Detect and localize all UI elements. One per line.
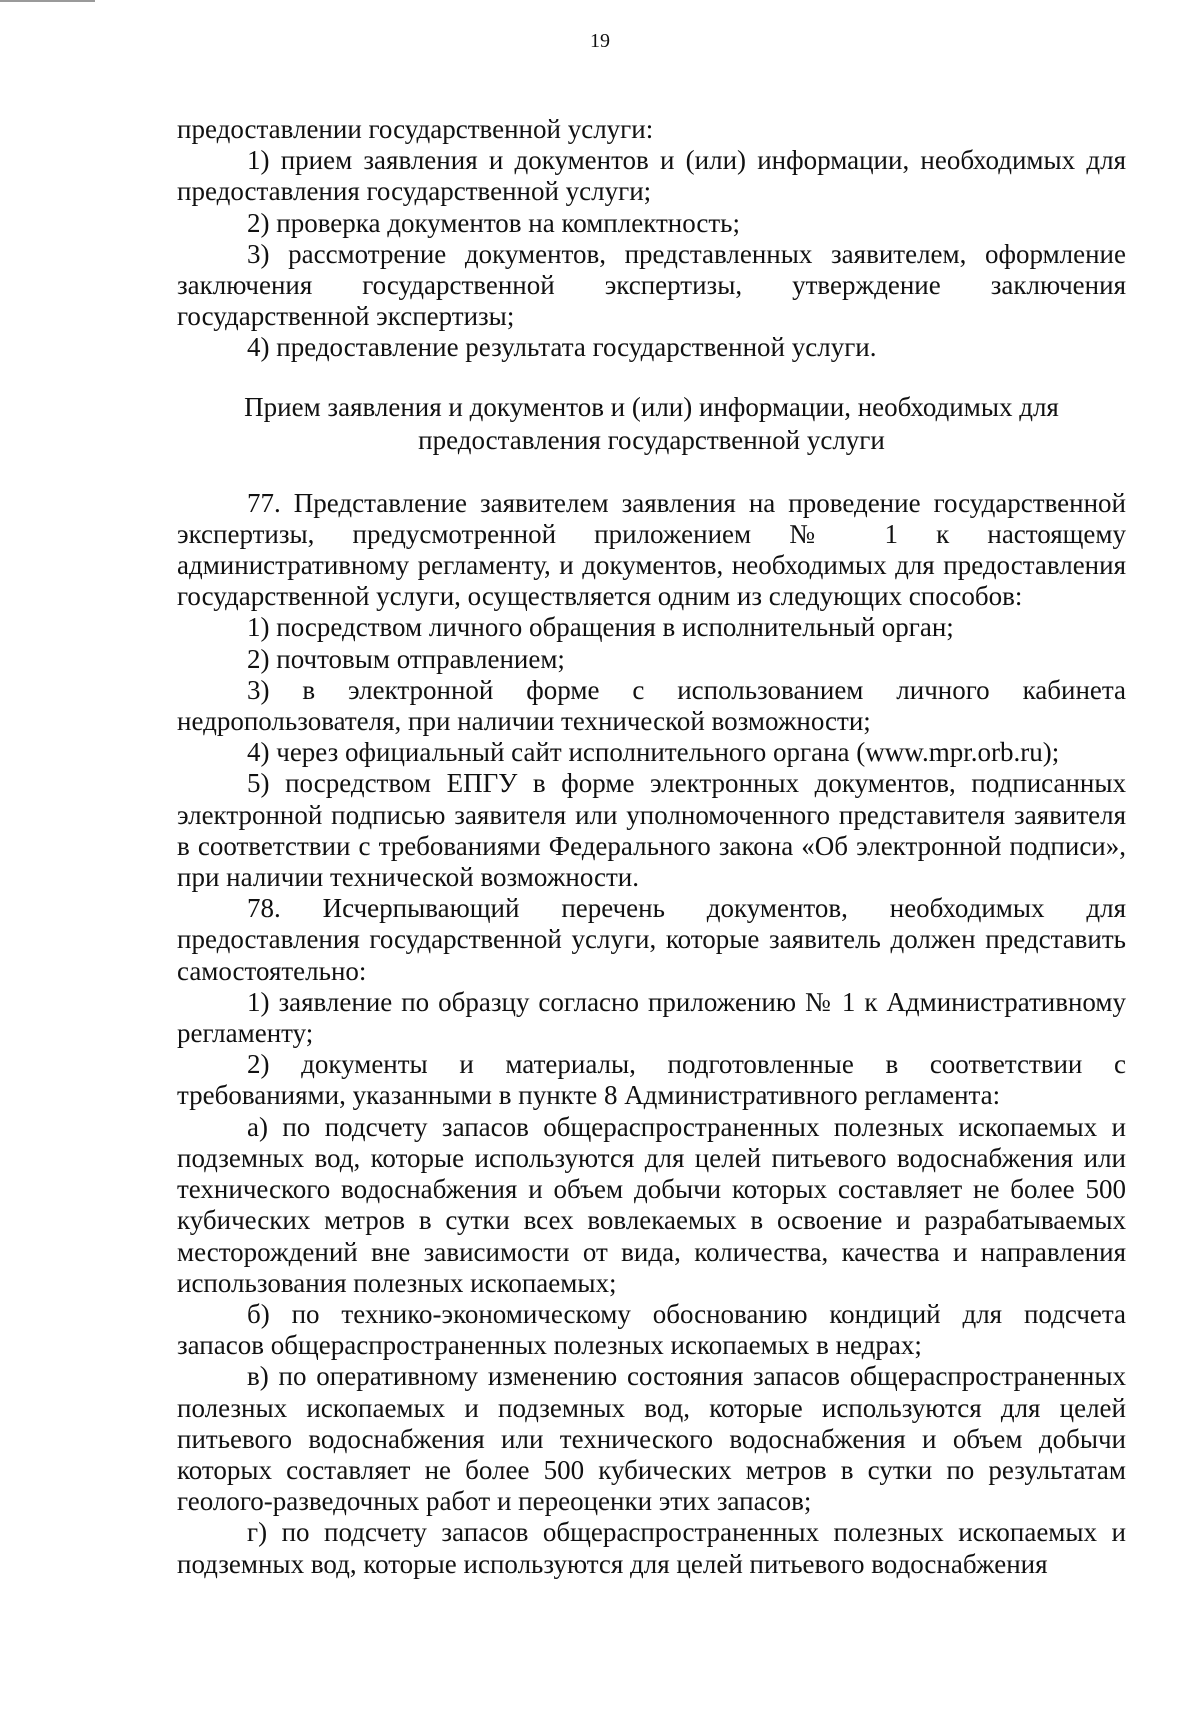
list-item: 2) почтовым отправлением; [247, 643, 565, 674]
clause-78: 78. Исчерпывающий перечень документов, необходимых для предоставления государственной услуги, которые заявитель должен представить самостоятельно: [177, 893, 1126, 986]
page-number: 19 [590, 30, 610, 52]
list-item: 3) в электронной форме с использованием личного кабинета недропользователя, при наличии технической возможности; [177, 674, 1126, 737]
list-item: 4) предоставление результата государственной услуги. [247, 332, 877, 363]
clause-77: 77. Представление заявителем заявления на проведение государственной экспертизы, предусмотренной приложением № 1 к настоящему административному регламенту, и документов, необходимых для предоставления государственной услуги, осуществляется одним из следующих способов: [177, 487, 1126, 612]
sub-item: г) по подсчету запасов общераспространенных полезных ископаемых и подземных вод, которые используются для целей питьевого водоснабжения [177, 1517, 1126, 1579]
document-body [177, 114, 1126, 1580]
list-item: 1) заявление по образцу согласно приложению № 1 к Административному регламенту; [177, 986, 1126, 1049]
scan-edge-mark [0, 0, 95, 2]
sub-item: а) по подсчету запасов общераспространенных полезных ископаемых и подземных вод, которые используются для целей питьевого водоснабжения или технического водоснабжения и объем добычи которых составляет не более 500 кубических метров в сутки всех вовлекаемых в освоение и разрабатываемых месторождений вне зависимости от вида, количества, качества и направления использования полезных ископаемых; [177, 1111, 1126, 1298]
list-item: 5) посредством ЕПГУ в форме электронных документов, подписанных электронной подписью заявителя или уполномоченного представителя заявителя в соответствии с требованиями Федерального закона «Об электронной подписи», при наличии технической возможности. [177, 768, 1126, 893]
list-item: 1) посредством личного обращения в исполнительный орган; [247, 612, 954, 643]
list-item: 1) прием заявления и документов и (или) информации, необходимых для предоставления государственной услуги; [177, 145, 1126, 207]
continuation-line: предоставлении государственной услуги: [177, 114, 654, 144]
list-item: 3) рассмотрение документов, представленных заявителем, оформление заключения государственной экспертизы, утверждение заключения государственной экспертизы; [177, 238, 1126, 332]
sub-item: в) по оперативному изменению состояния запасов общераспространенных полезных ископаемых и подземных вод, которые используются для целей питьевого водоснабжения или технического водоснабжения и объем добычи которых составляет не более 500 кубических метров в сутки по результатам геолого-разведочных работ и переоценки этих запасов; [177, 1361, 1126, 1517]
list-item: 2) проверка документов на комплектность; [247, 207, 740, 238]
section-heading: Прием заявления и документов и (или) информации, необходимых для предоставления государственной услуги [244, 391, 1059, 455]
list-item: 4) через официальный сайт исполнительного органа (www.mpr.orb.ru); [247, 737, 1060, 768]
sub-item: б) по технико-экономическому обоснованию кондиций для подсчета запасов общераспространенных полезных ископаемых в недрах; [177, 1298, 1126, 1361]
list-item: 2) документы и материалы, подготовленные в соответствии с требованиями, указанными в пункте 8 Административного регламента: [177, 1049, 1126, 1111]
